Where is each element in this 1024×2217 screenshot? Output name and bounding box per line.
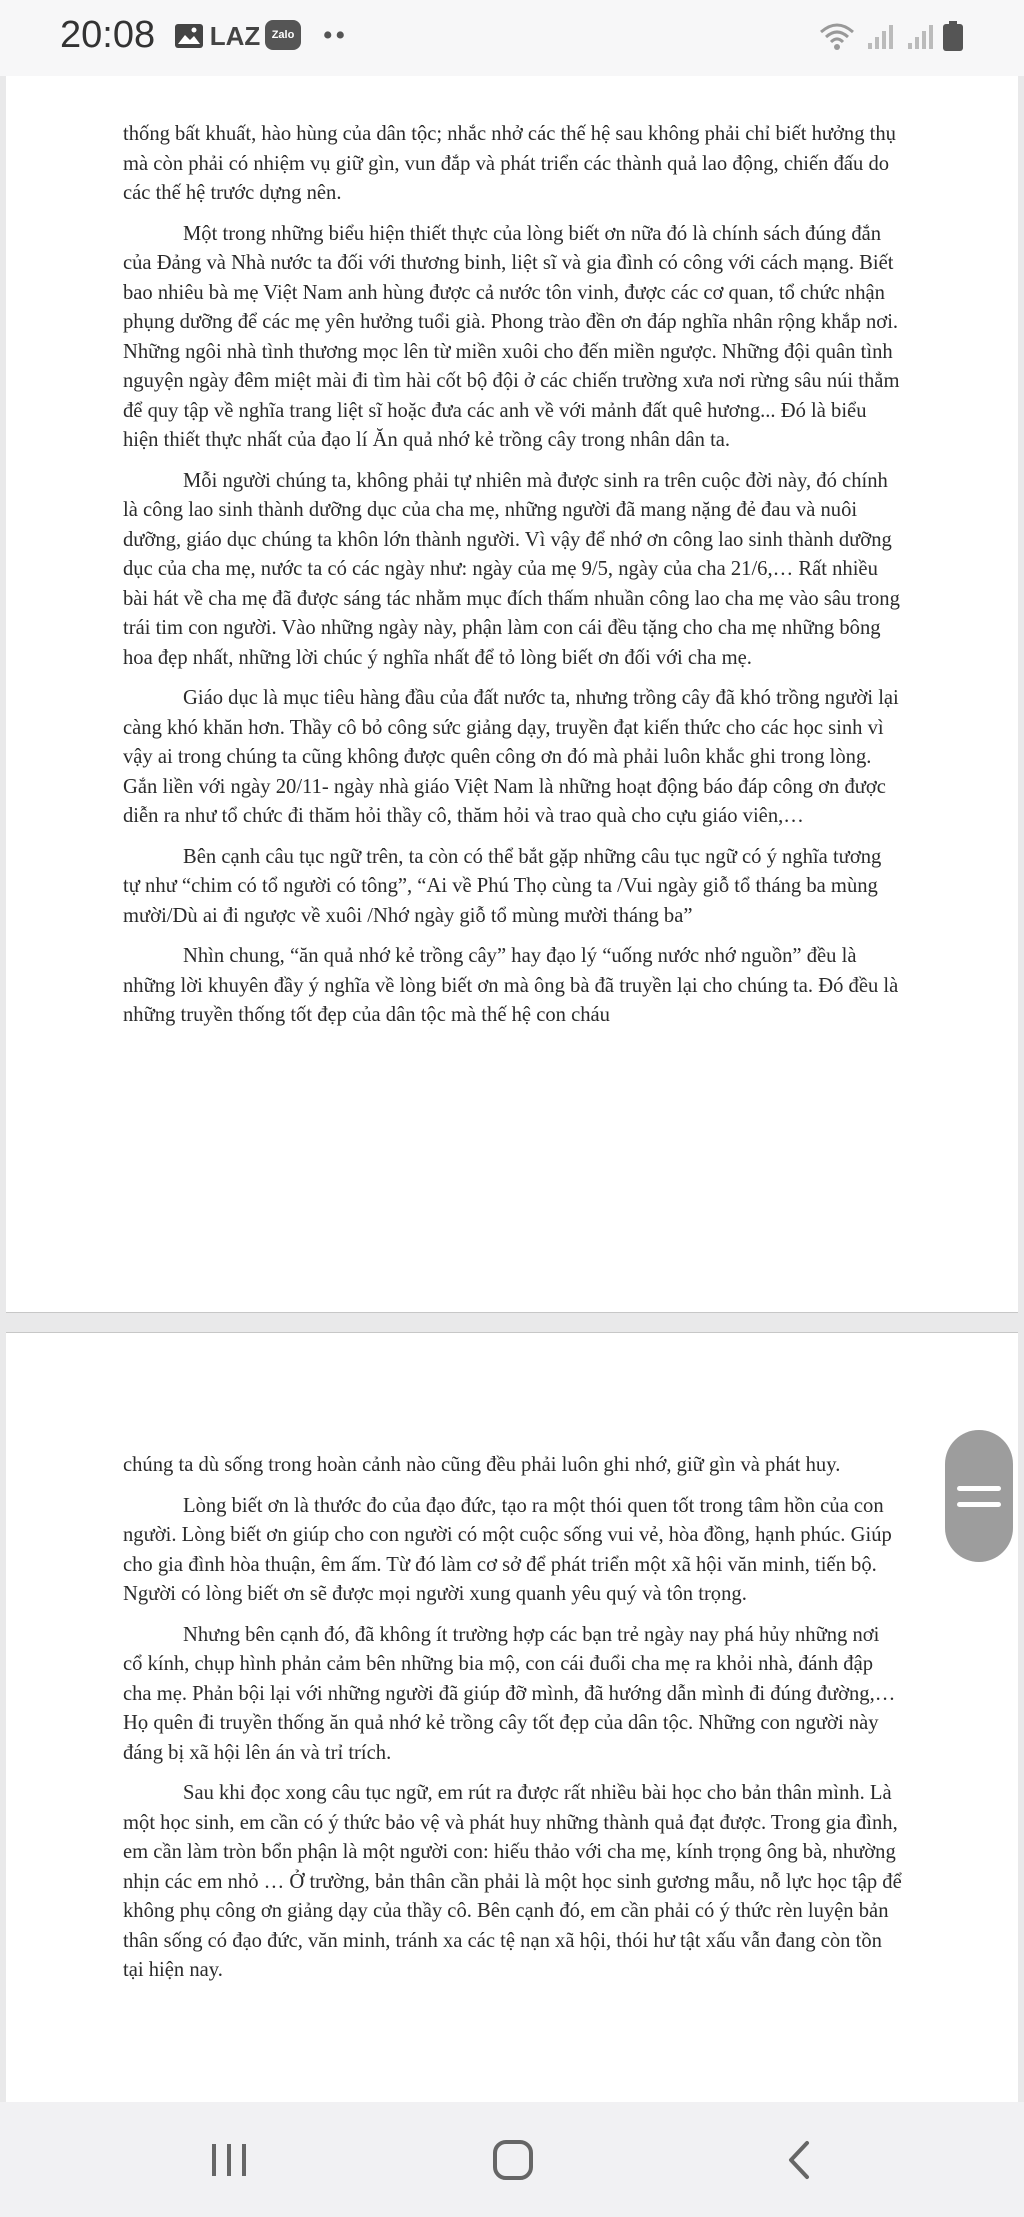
grip-line <box>957 1486 1001 1491</box>
home-icon[interactable] <box>478 2132 548 2188</box>
zalo-icon: Zalo <box>265 20 301 50</box>
paragraph: chúng ta dù sống trong hoàn cảnh nào cũng đều phải luôn ghi nhớ, giữ gìn và phát huy. <box>123 1454 841 1476</box>
wifi-icon <box>815 20 859 52</box>
back-icon[interactable] <box>764 2132 834 2188</box>
paragraph: Nhưng bên cạnh đó, đã không ít trường hợp các bạn trẻ ngày nay phá hủy những nơi cổ kính, chụp hình phản cảm bên những bia mộ, con cái đuổi cha mẹ ra khỏi nhà, đánh đập cha mẹ. Phản bội lại với những người đã giúp đỡ mình, đã hướng dẫn mình đi đúng đường,…Họ quên đi truyền thống ăn quả nhớ kẻ trồng cây tốt đẹp của dân tộc. Những con người này đáng bị xã hội lên án và trỉ trích. <box>123 1623 896 1764</box>
paragraph: Bên cạnh câu tục ngữ trên, ta còn có thể bắt gặp những câu tục ngữ có ý nghĩa tương tự như “chim có tổ người có tông”, “Ai về Phú Thọ cùng ta /Vui ngày giỗ tổ tháng ba mùng mười/Dù ai đi ngược về xuôi /Nhớ ngày giỗ tổ mùng mười tháng ba” <box>123 845 882 927</box>
signal-icon <box>905 20 937 52</box>
document-page-1 <box>6 76 1018 1313</box>
status-bar <box>0 0 1024 76</box>
paragraph: Một trong những biểu hiện thiết thực của lòng biết ơn nữa đó là chính sách đúng đắn của Đảng và Nhà nước ta đối với thương binh, liệt sĩ và gia đình có công với cách mạng. Biết bao nhiêu bà mẹ Việt Nam anh hùng được cả nước tôn vinh, được các cơ quan, tổ chức nhận phụng dưỡng để các mẹ yên hưởng tuổi già. Phong trào đền ơn đáp nghĩa nhân rộng khắp nơi. Những ngôi nhà tình thương mọc lên từ miền xuôi cho đến miền ngược. Những đội quân tình nguyện ngày đêm miệt mài đi tìm hài cốt bộ đội ở các chiến trường xưa nơi rừng sâu núi thẳm để quy tập về nghĩa trang liệt sĩ hoặc đưa các anh về với mảnh đất quê hương... Đó là biểu hiện thiết thực nhất của đạo lí Ăn quả nhớ kẻ trồng cây trong nhân dân ta. <box>123 222 900 451</box>
more-dots-icon: •• <box>322 19 348 52</box>
page-text <box>123 1451 903 1997</box>
battery-icon <box>940 20 966 52</box>
navigation-bar <box>0 2102 1024 2217</box>
recents-icon[interactable] <box>194 2132 264 2188</box>
clock: 20:08 <box>60 14 156 56</box>
paragraph: Lòng biết ơn là thước đo của đạo đức, tạo ra một thói quen tốt trong tâm hồn của con người. Lòng biết ơn giúp cho con người có một cuộc sống vui vẻ, hòa đồng, hạnh phúc. Giúp cho gia đình hòa thuận, êm ấm. Từ đó làm cơ sở để phát triển một xã hội văn minh, tiến bộ. Người có lòng biết ơn sẽ được mọi người xung quanh yêu quý và tôn trọng. <box>123 1494 892 1605</box>
paragraph: Mỗi người chúng ta, không phải tự nhiên mà được sinh ra trên cuộc đời này, đó chính là công lao sinh thành dưỡng dục của cha mẹ, những người đã mang nặng đẻ đau và nuôi dưỡng, giáo dục chúng ta khôn lớn thành người. Vì vậy để nhớ ơn công lao sinh thành dưỡng dục của cha mẹ, nước ta có các ngày như: ngày của mẹ 9/5, ngày của cha 21/6,… Rất nhiều bài hát về cha mẹ đã được sáng tác nhằm mục đích thấm nhuần công lao cha mẹ vào sâu trong trái tim con người. Vào những ngày này, phận làm con cái đều tặng cho cha mẹ những bông hoa đẹp nhất, những lời chúc ý nghĩa nhất để tỏ lòng biết ơn đối với cha mẹ. <box>123 469 900 669</box>
signal-icon <box>865 20 897 52</box>
scroll-handle-icon[interactable] <box>945 1430 1013 1562</box>
document-page-2 <box>6 1332 1018 2103</box>
grip-line <box>957 1502 1001 1507</box>
page-text <box>123 120 903 1042</box>
laz-icon: LAZ <box>209 20 261 51</box>
paragraph: Giáo dục là mục tiêu hàng đầu của đất nước ta, nhưng trồng cây đã khó trồng người lại càng khó khăn hơn. Thầy cô bỏ công sức giảng dạy, truyền đạt kiến thức cho các học sinh vì vậy ai trong chúng ta cũng không được quên công ơn đó mà phải luôn khắc ghi trong lòng. Gắn liền với ngày 20/11- ngày nhà giáo Việt Nam là những hoạt động báo đáp công ơn được diễn ra như tổ chức đi thăm hỏi thầy cô, thăm hỏi và trao quà cho cựu giáo viên,… <box>123 687 899 827</box>
gallery-icon <box>172 20 206 52</box>
paragraph: Nhìn chung, “ăn quả nhớ kẻ trồng cây” hay đạo lý “uống nước nhớ nguồn” đều là những lời khuyên đầy ý nghĩa về lòng biết ơn mà ông bà đã truyền lại cho chúng ta. Đó đều là những truyền thống tốt đẹp của dân tộc mà thế hệ con cháu <box>123 945 899 1026</box>
paragraph: thống bất khuất, hào hùng của dân tộc; nhắc nhở các thế hệ sau không phải chỉ biết hưởng thụ mà còn phải có nhiệm vụ giữ gìn, vun đắp và phát triển các thành quả lao động, chiến đấu do các thế hệ trước dựng nên. <box>123 123 896 204</box>
paragraph: Sau khi đọc xong câu tục ngữ, em rút ra được rất nhiều bài học cho bản thân mình. Là một học sinh, em cần có ý thức bảo vệ và phát huy những thành quả đạt được. Trong gia đình, em cần làm tròn bổn phận là một người con: hiếu thảo với cha mẹ, kính trọng ông bà, nhường nhịn các em nhỏ … Ở trường, bản thân cần phải là một học sinh gương mẫu, nỗ lực học tập để không phụ công ơn giảng dạy của thầy cô. Bên cạnh đó, em cần phải có ý thức rèn luyện bản thân sống có đạo đức, văn minh, tránh xa các tệ nạn xã hội, thói hư tật xấu vẫn đang còn tồn tại hiện nay. <box>123 1782 902 1981</box>
